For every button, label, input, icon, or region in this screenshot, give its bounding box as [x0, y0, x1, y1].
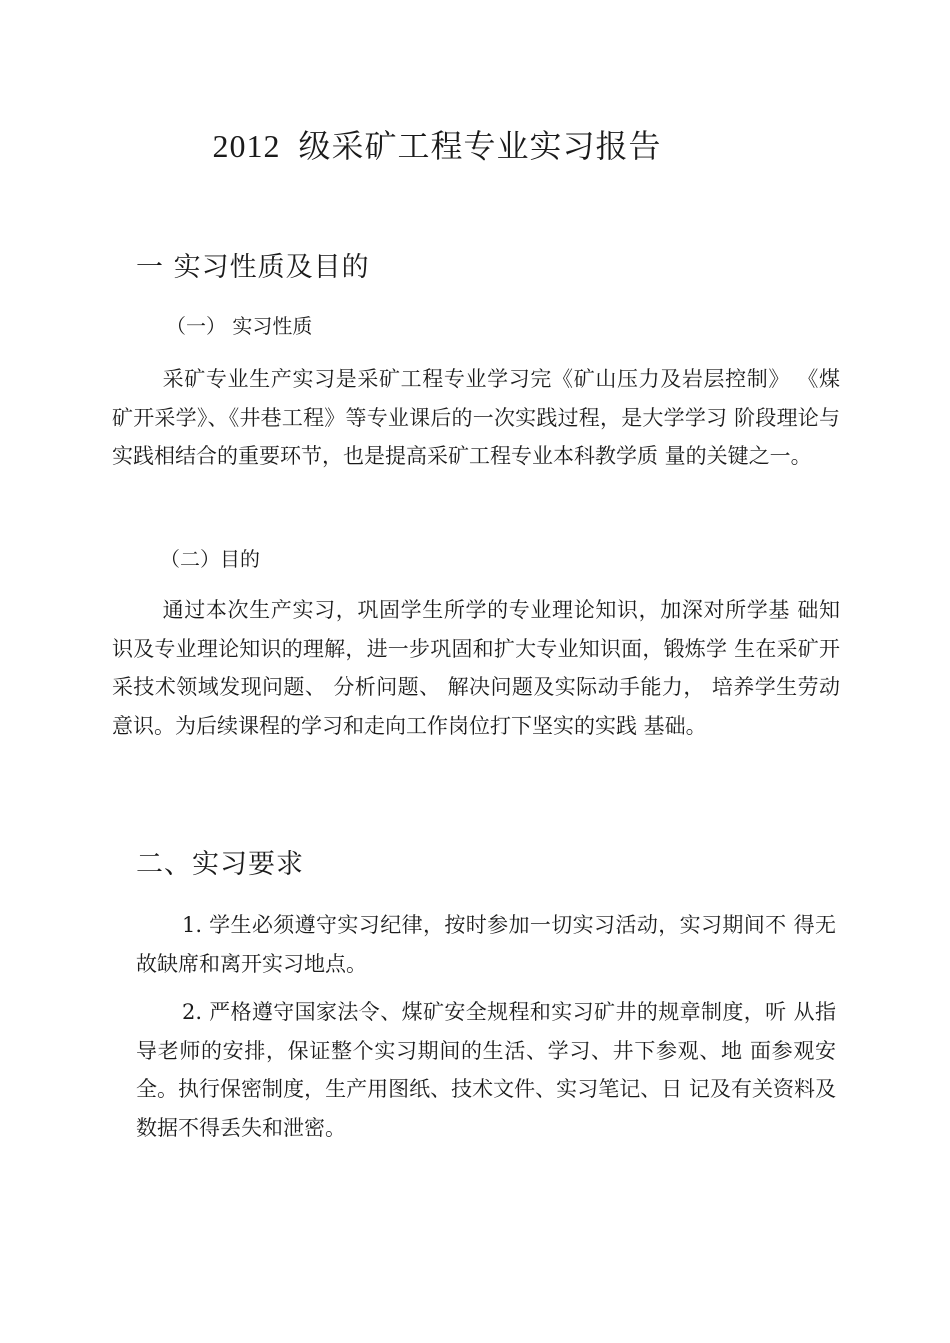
title-text: 级采矿工程专业实习报告 [298, 127, 662, 165]
section1-sub2-body [112, 591, 840, 745]
section1-sub1-text: 采矿专业生产实习是采矿工程专业学习完《矿山压力及岩层控制》 《煤矿开采学》、《井巷工程》等专业课后的一次实践过程，是大学学习 阶段理论与实践相结合的重要环节，也是提高采矿工程专业本科教学质 量的关键之一。 [112, 367, 840, 468]
section2-item2 [136, 993, 836, 1147]
document-title [0, 124, 950, 168]
section2-item2-text: 2. 严格遵守国家法令、煤矿安全规程和实习矿井的规章制度，听 从指导老师的安排，保证整个实习期间的生活、学习、井下参观、地 面参观安全。执行保密制度，生产用图纸、技术文件、实习笔记、日 记及有关资料及数据不得丢失和泄密。 [136, 1000, 836, 1140]
title-year: 2012 [212, 128, 281, 164]
section1-sub2-heading: （二）目的 [160, 547, 260, 571]
section1-heading: 一 实习性质及目的 [136, 252, 370, 283]
section1-sub1-body [112, 360, 840, 476]
section2-heading: 二、实习要求 [136, 849, 304, 880]
section2-item1 [136, 906, 836, 983]
section1-sub2-text: 通过本次生产实习，巩固学生所学的专业理论知识，加深对所学基 础知识及专业理论知识的理解，进一步巩固和扩大专业知识面，锻炼学 生在采矿开采技术领域发现问题、 分析问题、 解决问题及实际动手能力， 培养学生劳动意识。为后续课程的学习和走向工作岗位打下坚实的实践 基础。 [112, 598, 840, 738]
section2-item1-text: 1. 学生必须遵守实习纪律，按时参加一切实习活动，实习期间不 得无故缺席和离开实习地点。 [136, 913, 836, 976]
section1-sub1-heading: （一） 实习性质 [166, 314, 313, 338]
